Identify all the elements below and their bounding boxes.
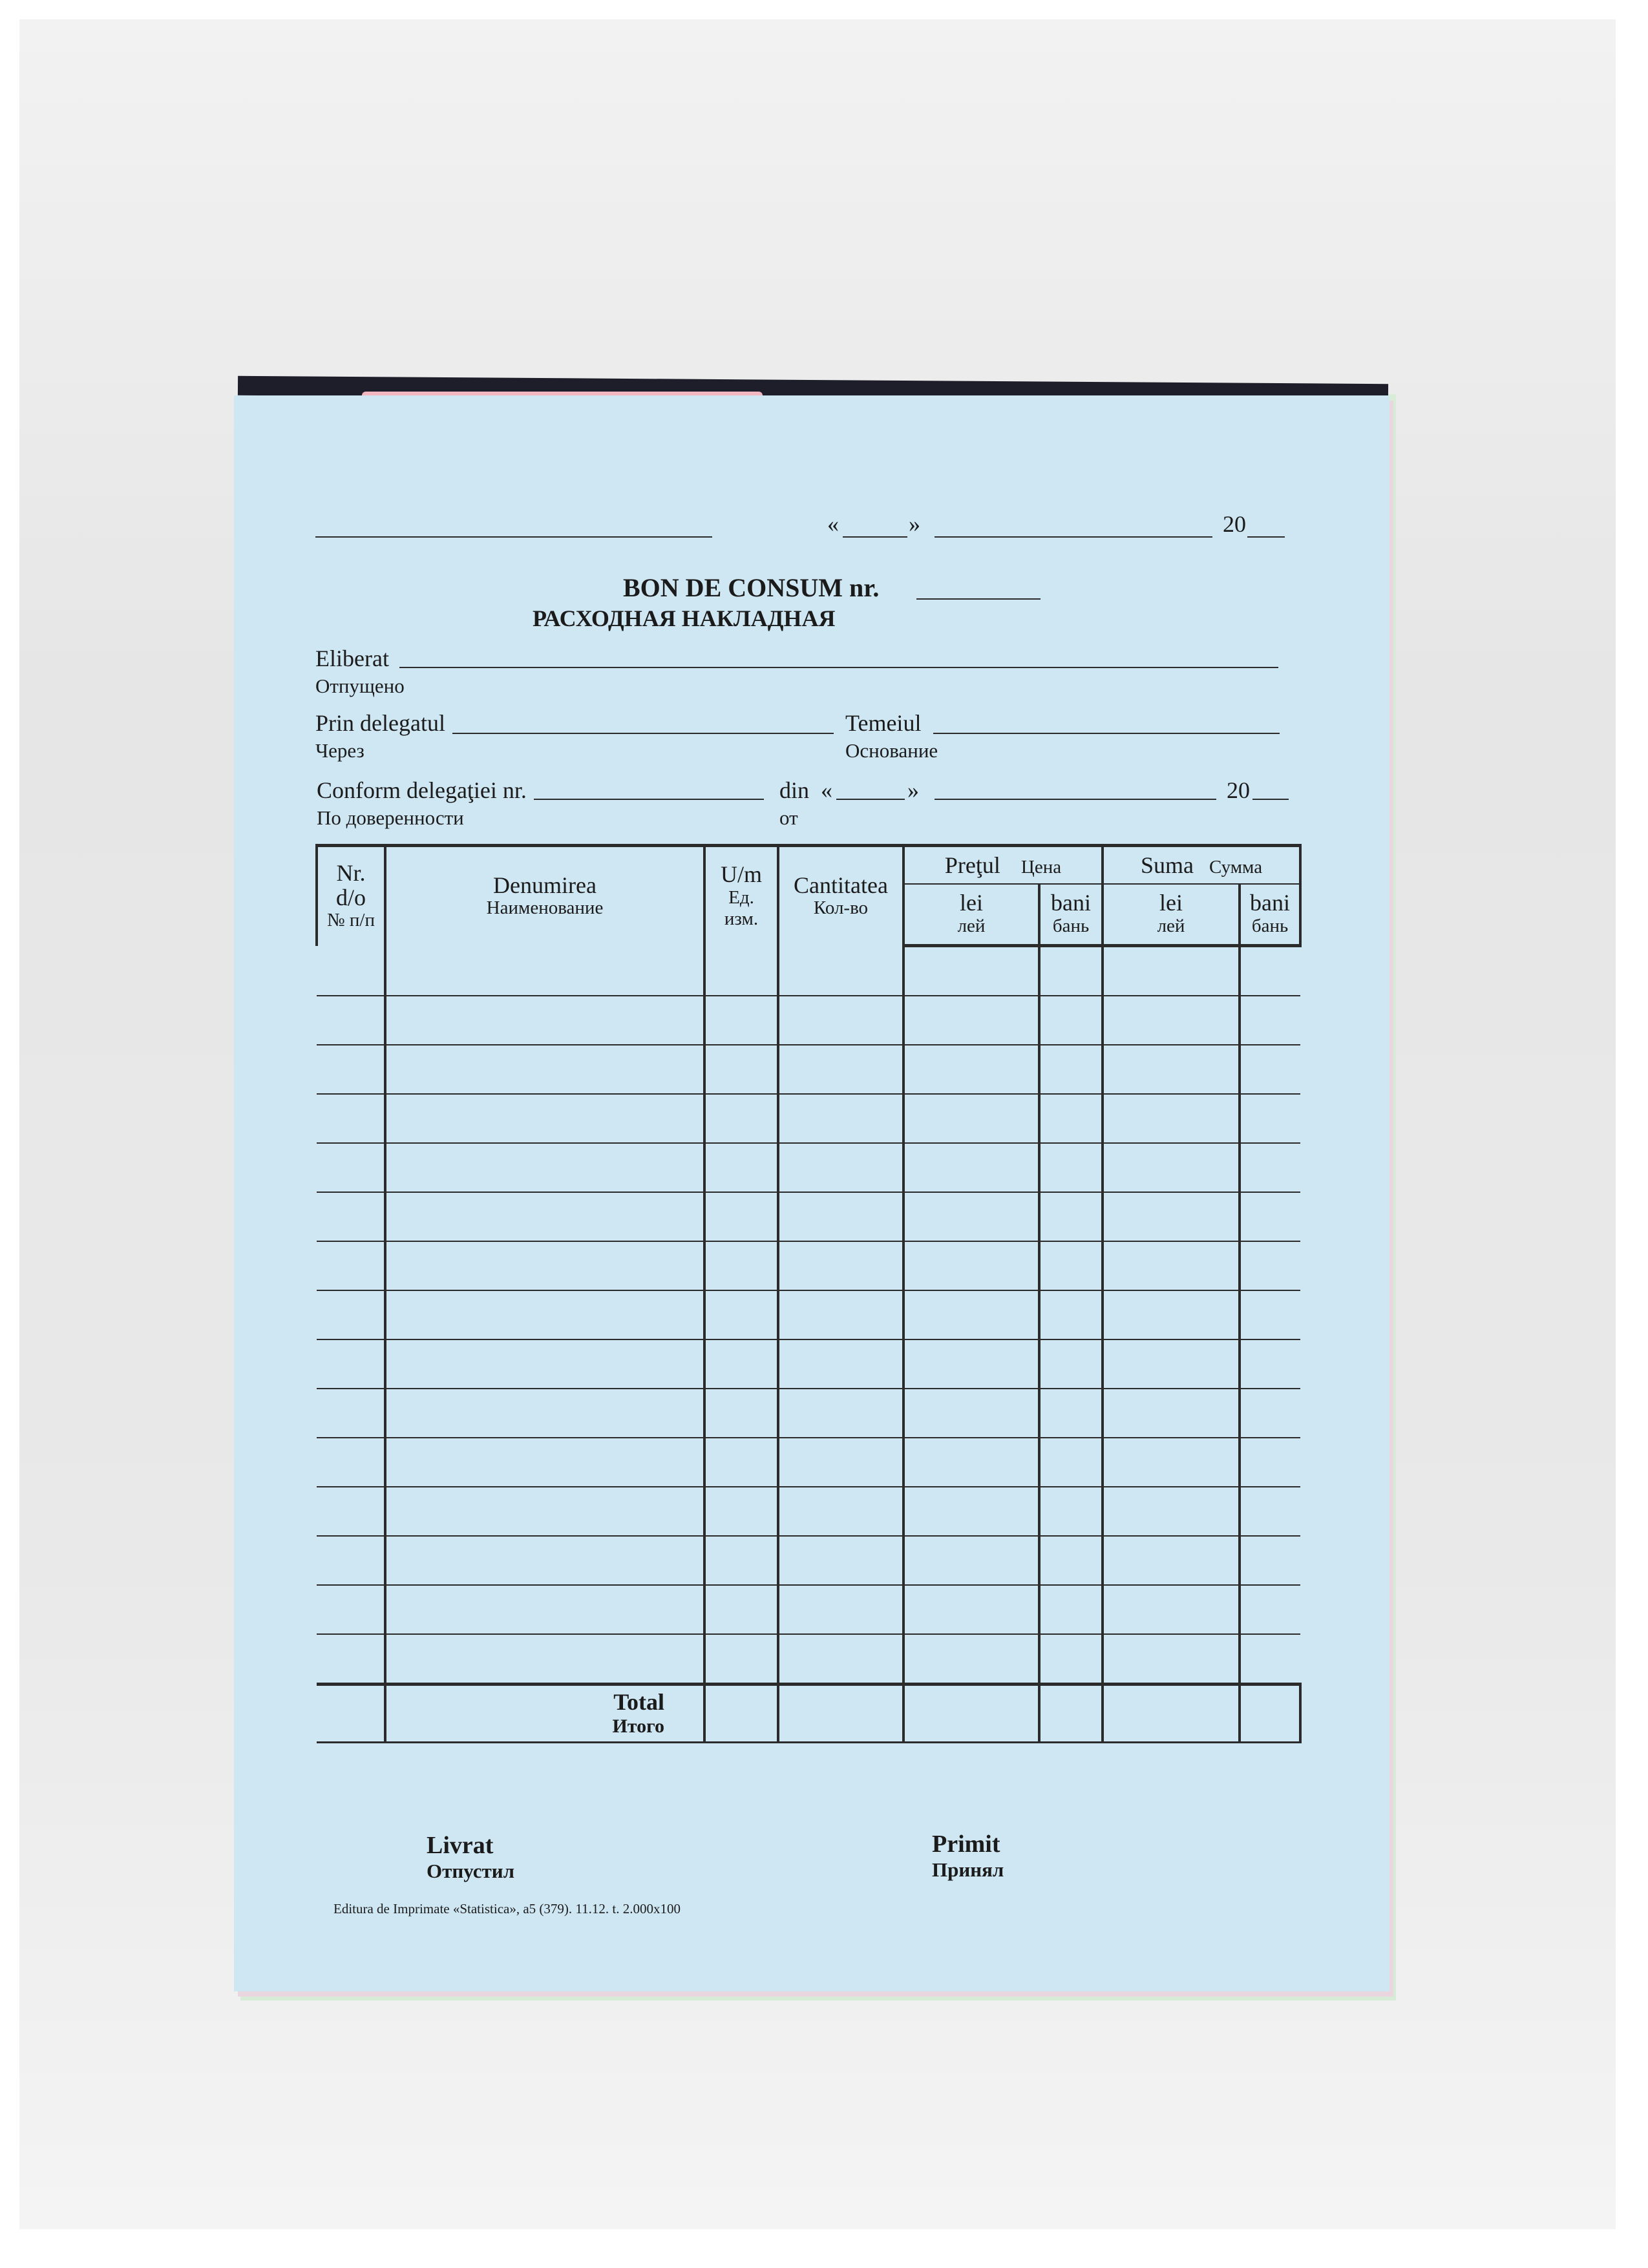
eliberat-label: Eliberat (315, 646, 389, 671)
cell-suma-bani[interactable] (1240, 1192, 1300, 1241)
cell-denumirea[interactable] (385, 1438, 704, 1487)
cell-um[interactable] (704, 1143, 778, 1192)
cell-pretul-bani[interactable] (1039, 1536, 1103, 1585)
cell-pretul-lei[interactable] (903, 1634, 1039, 1685)
col-nr-label-ru: № п/п (326, 910, 375, 931)
cell-denumirea[interactable] (385, 1585, 704, 1634)
table-row (317, 1241, 1300, 1290)
form-subtitle: РАСХОДНАЯ НАКЛАДНАЯ (533, 605, 836, 631)
col-pretul-lei-label-ru: лей (957, 916, 986, 937)
cell-pretul-bani[interactable] (1039, 1339, 1103, 1389)
cell-suma-bani[interactable] (1240, 1045, 1300, 1094)
cell-denumirea[interactable] (385, 946, 704, 996)
cell-denumirea[interactable] (385, 1192, 704, 1241)
din-close-quote: » (907, 777, 919, 803)
cell-suma-lei[interactable] (1103, 1339, 1240, 1389)
cell-pretul-lei[interactable] (903, 1536, 1039, 1585)
cell-cantitatea[interactable] (778, 1585, 903, 1634)
cell-denumirea[interactable] (385, 1487, 704, 1536)
col-suma-bani-label-ru: бань (1251, 916, 1289, 937)
cell-nr[interactable] (317, 1438, 385, 1487)
cell-denumirea[interactable] (385, 1094, 704, 1143)
table-row (317, 1045, 1300, 1094)
header-date-open-quote: « (827, 511, 839, 537)
col-suma-header (1103, 846, 1300, 885)
col-cantitatea-label-ru: Кол-во (813, 898, 869, 919)
col-denumirea-header (385, 846, 704, 946)
conform-field[interactable] (534, 799, 764, 800)
col-pretul-label: Preţul (944, 852, 1000, 878)
cell-suma-bani[interactable] (1240, 1585, 1300, 1634)
form-number-line[interactable] (916, 598, 1041, 600)
cell-pretul-lei[interactable] (903, 1290, 1039, 1339)
cell-pretul-lei[interactable] (903, 1389, 1039, 1438)
total-label-ru: Итого (612, 1715, 664, 1737)
col-suma-lei-label-ru: лей (1157, 916, 1185, 937)
cell-suma-bani[interactable] (1240, 1487, 1300, 1536)
col-denumirea-label: Denumirea (493, 872, 597, 898)
din-open-quote: « (821, 777, 832, 803)
cell-nr[interactable] (317, 1487, 385, 1536)
cell-nr[interactable] (317, 1094, 385, 1143)
din-year-field[interactable] (1252, 799, 1289, 800)
cell-suma-lei[interactable] (1103, 996, 1240, 1045)
cell-suma-bani[interactable] (1240, 1536, 1300, 1585)
cell-cantitatea[interactable] (778, 1487, 903, 1536)
cell-nr[interactable] (317, 1241, 385, 1290)
col-cantitatea-header (778, 846, 903, 946)
cell-cantitatea[interactable] (778, 1143, 903, 1192)
cell-denumirea[interactable] (385, 1536, 704, 1585)
cell-pretul-bani[interactable] (1039, 1094, 1103, 1143)
col-pretul-lei-label: lei (960, 890, 983, 916)
cell-nr[interactable] (317, 1389, 385, 1438)
cell-um[interactable] (704, 1094, 778, 1143)
eliberat-label-ru: Отпущено (315, 675, 405, 697)
cell-cantitatea[interactable] (778, 1438, 903, 1487)
cell-pretul-lei[interactable] (903, 1045, 1039, 1094)
cell-suma-bani[interactable] (1240, 1290, 1300, 1339)
cell-suma-lei[interactable] (1103, 1192, 1240, 1241)
livrat-label-ru: Отпустил (427, 1860, 514, 1882)
cell-suma-lei[interactable] (1103, 1634, 1240, 1685)
items-table-body (317, 946, 1300, 1685)
cell-denumirea[interactable] (385, 1143, 704, 1192)
cell-um[interactable] (704, 1241, 778, 1290)
total-cantitatea-cell[interactable] (778, 1685, 903, 1743)
col-cantitatea-label: Cantitatea (794, 872, 888, 898)
cell-nr[interactable] (317, 1045, 385, 1094)
col-pretul-lei-header (903, 884, 1039, 946)
table-row (317, 1585, 1300, 1634)
col-suma-bani-header (1240, 884, 1300, 946)
table-row (317, 1438, 1300, 1487)
cell-pretul-lei[interactable] (903, 1438, 1039, 1487)
cell-nr[interactable] (317, 1339, 385, 1389)
cell-pretul-bani[interactable] (1039, 1585, 1103, 1634)
cell-cantitatea[interactable] (778, 1045, 903, 1094)
cell-pretul-bani[interactable] (1039, 1634, 1103, 1685)
col-nr-label: Nr. (336, 859, 366, 886)
cell-um[interactable] (704, 1634, 778, 1685)
cell-suma-bani[interactable] (1240, 1339, 1300, 1389)
cell-pretul-bani[interactable] (1039, 1192, 1103, 1241)
cell-pretul-bani[interactable] (1039, 1241, 1103, 1290)
imprint-note: Editura de Imprimate «Statistica», a5 (379). 11.12. t. 2.000x100 (333, 1901, 681, 1916)
col-suma-label: Suma (1140, 852, 1194, 878)
cell-denumirea[interactable] (385, 1339, 704, 1389)
col-suma-label-ru: Сумма (1209, 857, 1263, 877)
table-row (317, 1536, 1300, 1585)
table-row (317, 996, 1300, 1045)
header-month-line[interactable] (935, 536, 1212, 538)
cell-nr[interactable] (317, 946, 385, 996)
cell-nr[interactable] (317, 1290, 385, 1339)
header-year-line[interactable] (1247, 536, 1285, 538)
col-pretul-label-ru: Цена (1020, 857, 1062, 877)
cell-pretul-bani[interactable] (1039, 996, 1103, 1045)
prin-delegatul-label: Prin delegatul (315, 710, 445, 736)
table-row (317, 1339, 1300, 1389)
din-month-field[interactable] (935, 799, 1216, 800)
cell-suma-bani[interactable] (1240, 1143, 1300, 1192)
cell-suma-lei[interactable] (1103, 1389, 1240, 1438)
table-row (317, 1634, 1300, 1685)
cell-denumirea[interactable] (385, 1045, 704, 1094)
header-date-close-quote: » (909, 511, 920, 537)
cell-nr[interactable] (317, 1143, 385, 1192)
cell-suma-bani[interactable] (1240, 1438, 1300, 1487)
cell-pretul-lei[interactable] (903, 1487, 1039, 1536)
temeiul-label-ru: Основание (845, 739, 938, 762)
cell-suma-lei[interactable] (1103, 1094, 1240, 1143)
total-suma-lei-cell[interactable] (1103, 1685, 1240, 1743)
cell-um[interactable] (704, 1438, 778, 1487)
cell-um[interactable] (704, 1045, 778, 1094)
col-suma-lei-label: lei (1159, 890, 1183, 916)
cell-nr[interactable] (317, 1585, 385, 1634)
cell-pretul-lei[interactable] (903, 1192, 1039, 1241)
col-denumirea-label-ru: Наименование (486, 898, 604, 919)
table-row (317, 1143, 1300, 1192)
din-day-field[interactable] (836, 799, 905, 800)
cell-pretul-lei[interactable] (903, 1339, 1039, 1389)
cell-um[interactable] (704, 1192, 778, 1241)
col-suma-bani-label: bani (1250, 890, 1290, 916)
table-row (317, 1094, 1300, 1143)
cell-pretul-lei[interactable] (903, 996, 1039, 1045)
cell-pretul-lei[interactable] (903, 1585, 1039, 1634)
total-um-cell[interactable] (704, 1685, 778, 1743)
conform-label: Conform delegaţiei nr. (317, 777, 527, 803)
col-nr-label-2: d/o (335, 884, 366, 910)
temeiul-label: Temeiul (845, 710, 922, 736)
cell-pretul-lei[interactable] (903, 1143, 1039, 1192)
cell-suma-bani[interactable] (1240, 1634, 1300, 1685)
cell-pretul-lei[interactable] (903, 1241, 1039, 1290)
cell-pretul-lei[interactable] (903, 1094, 1039, 1143)
cell-cantitatea[interactable] (778, 1094, 903, 1143)
table-row (317, 946, 1300, 996)
cell-cantitatea[interactable] (778, 1241, 903, 1290)
prin-delegatul-label-ru: Через (315, 739, 364, 762)
cell-nr[interactable] (317, 1634, 385, 1685)
prin-delegatul-field[interactable] (452, 733, 834, 734)
total-label-cell (385, 1685, 704, 1743)
items-table (315, 844, 1302, 1743)
cell-cantitatea[interactable] (778, 1634, 903, 1685)
header-field-line (315, 536, 712, 538)
cell-cantitatea[interactable] (778, 1339, 903, 1389)
col-nr-header (317, 846, 385, 946)
cell-suma-lei[interactable] (1103, 1487, 1240, 1536)
cell-um[interactable] (704, 1536, 778, 1585)
cell-nr[interactable] (317, 1192, 385, 1241)
cell-suma-bani[interactable] (1240, 1389, 1300, 1438)
header-year-prefix: 20 (1223, 511, 1246, 537)
conform-label-ru: По доверенности (317, 806, 464, 829)
cell-suma-lei[interactable] (1103, 1585, 1240, 1634)
din-label: din (779, 777, 810, 803)
primit-label-ru: Принял (932, 1858, 1004, 1881)
cell-pretul-bani[interactable] (1039, 1389, 1103, 1438)
primit-signature (932, 1830, 1004, 1882)
total-label: Total (613, 1689, 664, 1716)
cell-pretul-bani[interactable] (1039, 1045, 1103, 1094)
cell-um[interactable] (704, 996, 778, 1045)
col-um-header (704, 846, 778, 946)
din-label-ru: от (779, 806, 798, 829)
cell-suma-bani[interactable] (1240, 946, 1300, 996)
cell-pretul-bani[interactable] (1039, 1438, 1103, 1487)
livrat-signature (427, 1831, 514, 1883)
cell-pretul-bani[interactable] (1039, 1290, 1103, 1339)
col-um-label-ru: Ед. (728, 887, 754, 908)
cell-denumirea[interactable] (385, 996, 704, 1045)
cell-cantitatea[interactable] (778, 996, 903, 1045)
cell-suma-bani[interactable] (1240, 1094, 1300, 1143)
cell-um[interactable] (704, 1487, 778, 1536)
cell-denumirea[interactable] (385, 1634, 704, 1685)
cell-cantitatea[interactable] (778, 1389, 903, 1438)
table-row (317, 1192, 1300, 1241)
cell-suma-bani[interactable] (1240, 1241, 1300, 1290)
cell-nr[interactable] (317, 996, 385, 1045)
col-pretul-bani-label: bani (1051, 890, 1091, 916)
cell-um[interactable] (704, 1585, 778, 1634)
cell-um[interactable] (704, 1290, 778, 1339)
col-suma-lei-header (1103, 884, 1240, 946)
cell-suma-lei[interactable] (1103, 946, 1240, 996)
cell-pretul-bani[interactable] (1039, 1487, 1103, 1536)
cell-denumirea[interactable] (385, 1241, 704, 1290)
cell-denumirea[interactable] (385, 1389, 704, 1438)
cell-pretul-bani[interactable] (1039, 1143, 1103, 1192)
cell-cantitatea[interactable] (778, 1290, 903, 1339)
total-blank-cell (317, 1685, 385, 1743)
cell-pretul-lei[interactable] (903, 946, 1039, 996)
total-pretul-lei-cell[interactable] (903, 1685, 1039, 1743)
col-pretul-bani-header (1039, 884, 1103, 946)
header-day-line[interactable] (843, 536, 907, 538)
cell-um[interactable] (704, 1389, 778, 1438)
din-year-prefix: 20 (1227, 777, 1250, 803)
col-um-label-ru-2: изм. (724, 908, 759, 930)
col-pretul-header (903, 846, 1103, 885)
cell-suma-bani[interactable] (1240, 996, 1300, 1045)
cell-nr[interactable] (317, 1536, 385, 1585)
table-row (317, 1290, 1300, 1339)
cell-pretul-bani[interactable] (1039, 946, 1103, 996)
form-title: BON DE CONSUM nr. (623, 573, 880, 602)
eliberat-field[interactable] (399, 667, 1278, 668)
temeiul-field[interactable] (933, 733, 1280, 734)
primit-label: Primit (932, 1831, 1000, 1858)
col-pretul-bani-label-ru: бань (1052, 916, 1090, 937)
table-row (317, 1487, 1300, 1536)
table-row (317, 1389, 1300, 1438)
col-um-label: U/m (720, 861, 762, 887)
cell-um[interactable] (704, 946, 778, 996)
cell-suma-lei[interactable] (1103, 1536, 1240, 1585)
total-suma-bani-cell[interactable] (1240, 1685, 1300, 1743)
cell-suma-lei[interactable] (1103, 1241, 1240, 1290)
total-pretul-bani-cell[interactable] (1039, 1685, 1103, 1743)
cell-suma-lei[interactable] (1103, 1143, 1240, 1192)
cell-cantitatea[interactable] (778, 946, 903, 996)
cell-cantitatea[interactable] (778, 1536, 903, 1585)
cell-suma-lei[interactable] (1103, 1045, 1240, 1094)
cell-suma-lei[interactable] (1103, 1290, 1240, 1339)
cell-denumirea[interactable] (385, 1290, 704, 1339)
cell-cantitatea[interactable] (778, 1192, 903, 1241)
cell-suma-lei[interactable] (1103, 1438, 1240, 1487)
livrat-label: Livrat (427, 1832, 494, 1859)
cell-um[interactable] (704, 1339, 778, 1389)
